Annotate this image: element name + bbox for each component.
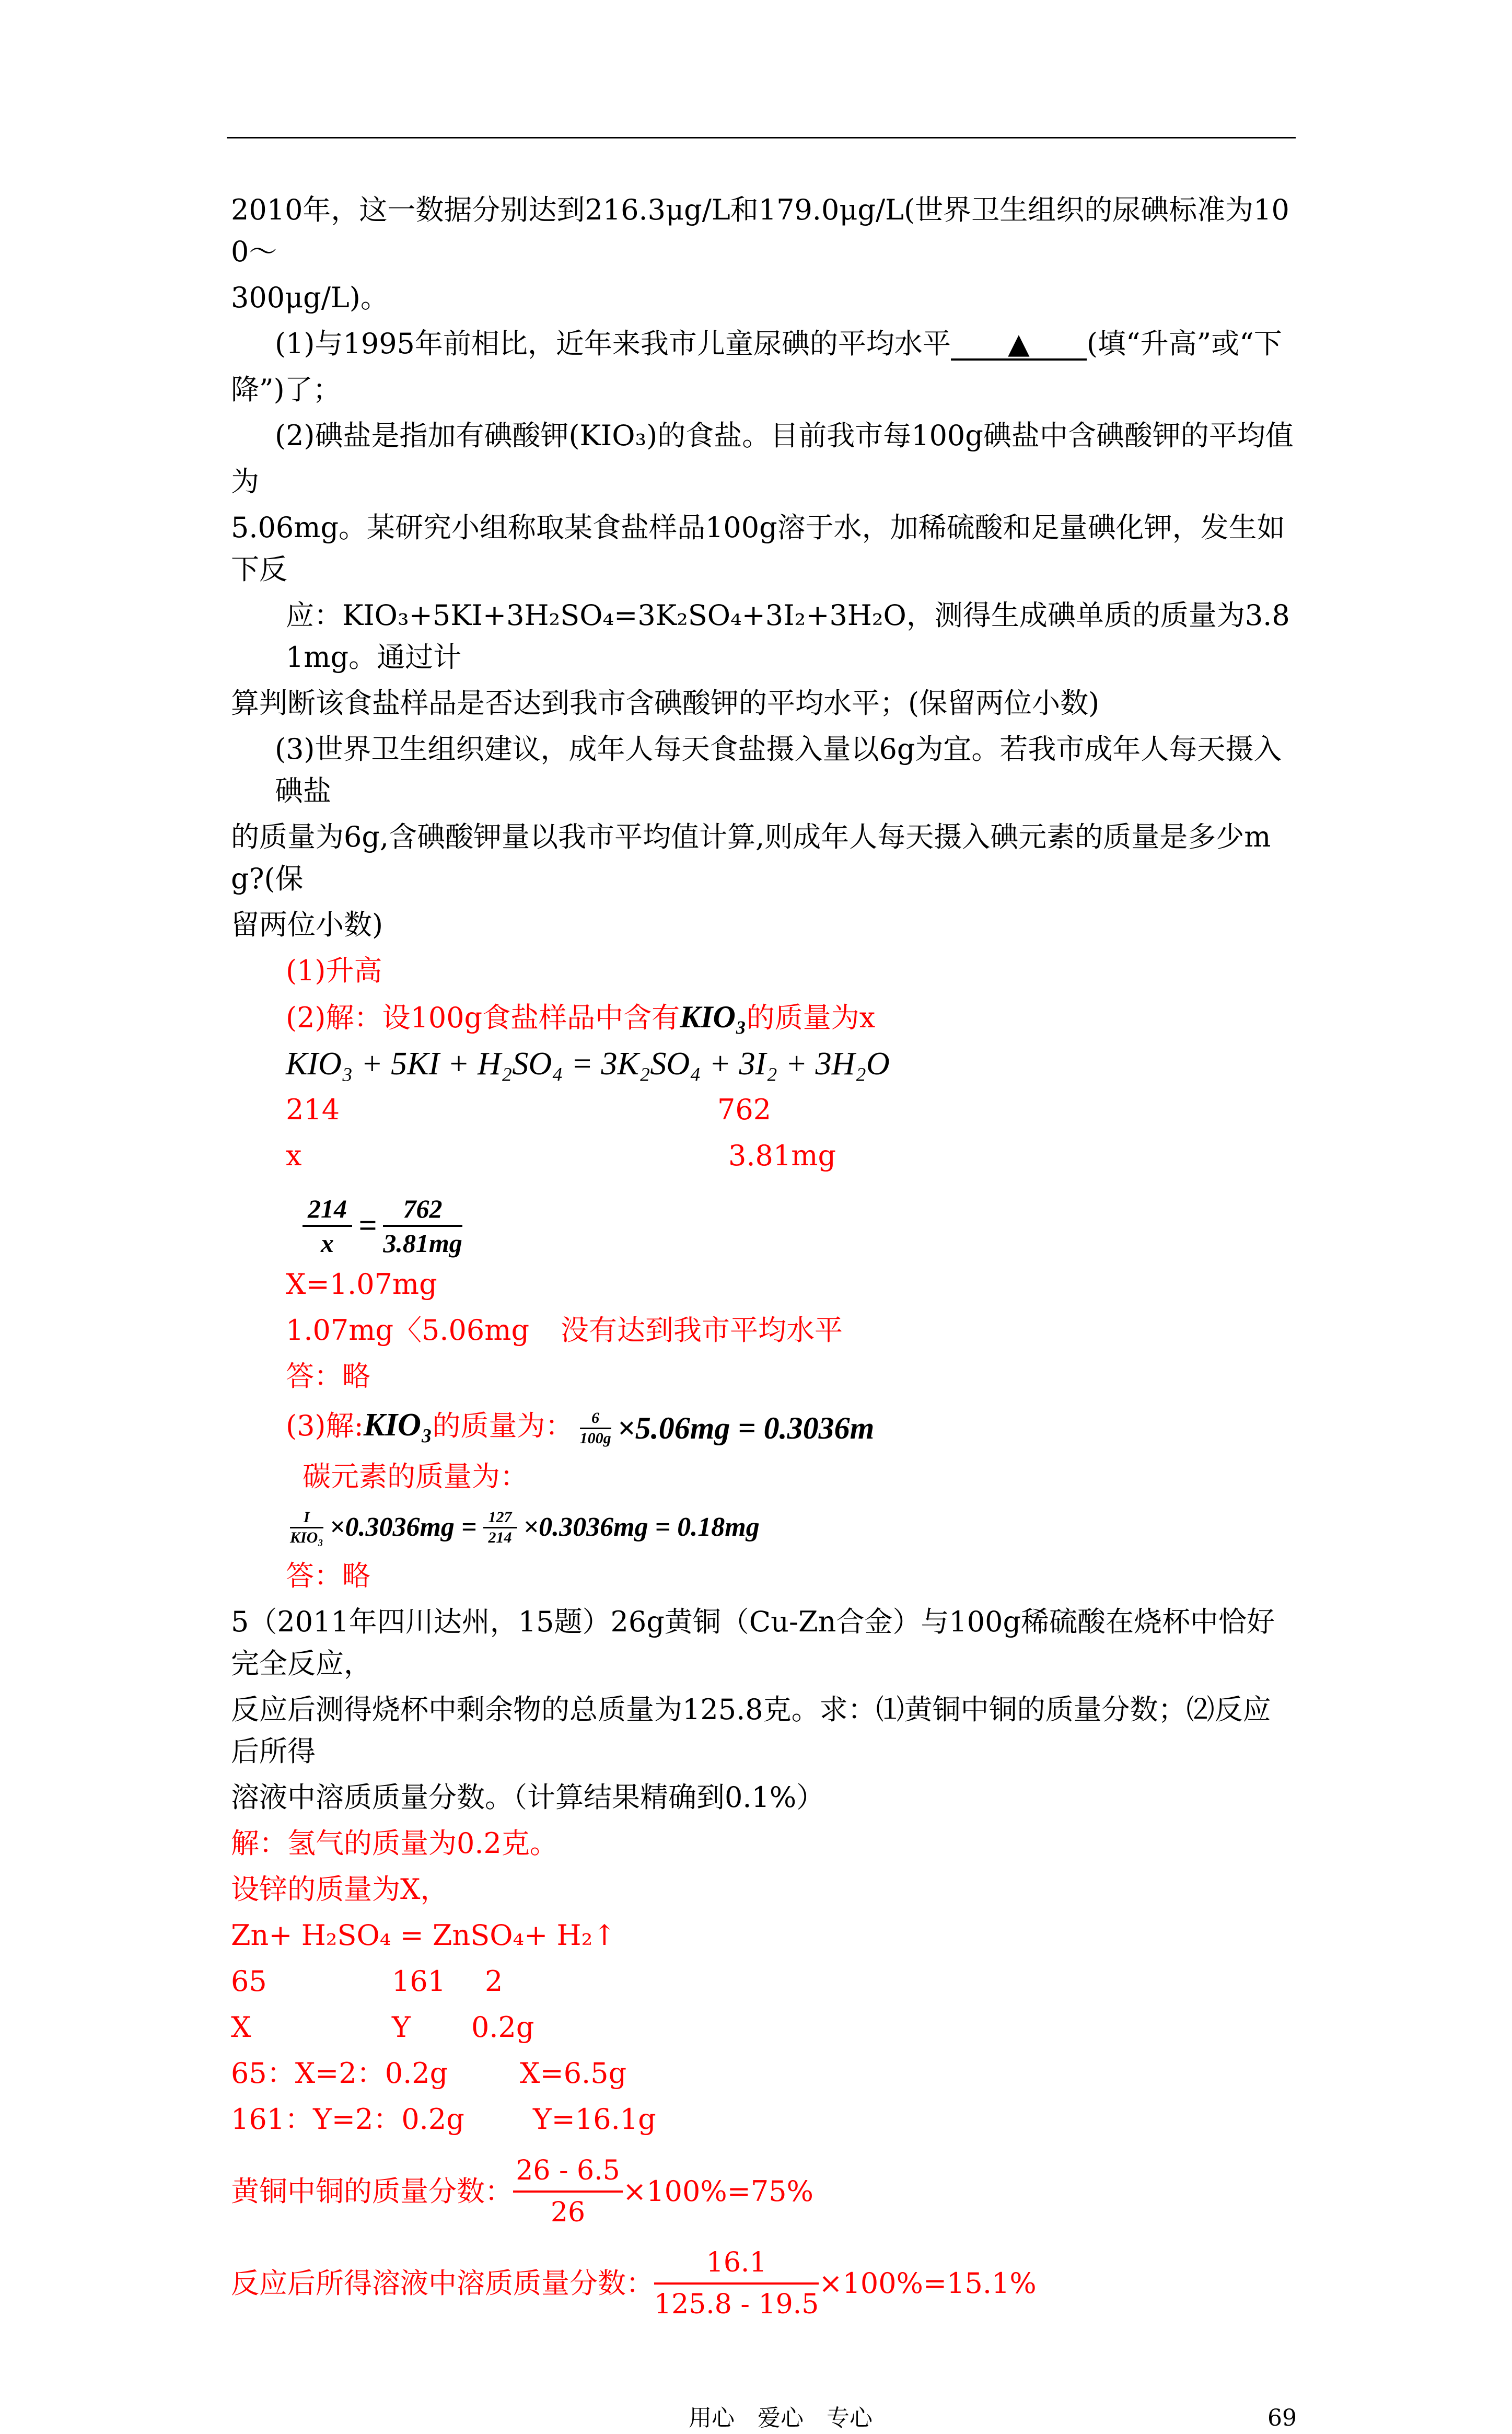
page-number: 69 xyxy=(1267,2405,1297,2432)
solute-fraction-label: 反应后所得溶液中溶质质量分数： xyxy=(231,2267,654,2300)
solution-line: 设锌的质量为X， xyxy=(231,1873,449,1906)
question-3: (3)世界卫生组织建议，成年人每天食盐摄入量以6g为宜。若我市成年人每天摄入碘盐 xyxy=(275,733,1282,807)
formula-kio3: KIO₃ xyxy=(680,1000,747,1034)
copper-fraction-label: 黄铜中铜的质量分数： xyxy=(231,2175,513,2208)
mass-row-h2: 2 xyxy=(485,1965,503,1998)
fraction-denominator: 125.8 - 19.5 xyxy=(654,2289,819,2321)
element-mass-label: 碳元素的质量为： xyxy=(303,1460,528,1493)
answer-note: 答：略 xyxy=(286,1360,370,1393)
x-result: X=1.07mg xyxy=(286,1268,437,1301)
var-row-h2: 0.2g xyxy=(471,2011,534,2044)
var-row xyxy=(231,2007,1297,2048)
conclusion: 没有达到我市平均水平 xyxy=(561,1314,843,1347)
question-1 xyxy=(231,323,1297,365)
fraction-i-over-kio3 xyxy=(290,1508,323,1547)
fraction-denominator: 100g xyxy=(579,1429,611,1447)
formula-kio3: KIO₃ xyxy=(363,1407,433,1443)
problem-5-line: 溶液中溶质质量分数。（计算结果精确到0.1%） xyxy=(231,1781,825,1814)
problem-5-line: 反应后测得烧杯中剩余物的总质量为125.8克。求：⑴黄铜中铜的质量分数；⑵反应后所得 xyxy=(231,1693,1271,1768)
problem-line: 5.06mg。某研究小组称取某食盐样品100g溶于水，加稀硫酸和足量碘化钾，发生如下反 xyxy=(231,511,1285,586)
mass-row-znso4: 161 xyxy=(392,1965,446,1998)
mass-i2: 3.81mg xyxy=(728,1139,836,1172)
fraction-numerator: 214 xyxy=(308,1194,347,1223)
calc-result: ×0.3036mg = 0.18mg xyxy=(523,1512,760,1543)
answer-2-intro xyxy=(231,996,1297,1039)
answer-note: 答：略 xyxy=(286,1559,370,1593)
page-footer xyxy=(231,2403,1297,2434)
molar-mass-i2: 762 xyxy=(717,1093,772,1126)
fraction-denominator: 214 xyxy=(488,1528,512,1546)
problem-line: 留两位小数) xyxy=(231,908,383,941)
solution-line: 解：氢气的质量为0.2克。 xyxy=(231,1827,558,1860)
proportion-equation xyxy=(231,1192,1297,1259)
fraction-6-over-100g xyxy=(580,1409,611,1448)
fraction-numerator: 127 xyxy=(488,1508,512,1526)
unknown-row xyxy=(231,1135,1297,1177)
result-y: Y=16.1g xyxy=(533,2103,656,2136)
fraction-numerator: 6 xyxy=(591,1409,600,1427)
fraction-numerator: 16.1 xyxy=(706,2247,767,2279)
problem-line: 算判断该食盐样品是否达到我市含碘酸钾的平均水平；(保留两位小数) xyxy=(231,687,1100,720)
problem-line: 应：KIO₃+5KI+3H₂SO₄=3K₂SO₄+3I₂+3H₂O，测得生成碘单质的质量为3.81mg。通过计 xyxy=(286,599,1290,674)
proportion-y: 161：Y=2：0.2g xyxy=(231,2103,464,2136)
fraction-denominator: x xyxy=(321,1228,334,1258)
var-row-y: Y xyxy=(392,2011,411,2044)
result-x: X=6.5g xyxy=(520,2057,627,2090)
proportion-x-row xyxy=(231,2053,1297,2094)
question-1-hint: (填“升高”或“下 xyxy=(1086,327,1282,360)
fraction-right xyxy=(383,1192,462,1259)
answer-blank: ▲ xyxy=(951,329,1087,361)
copper-fraction-line xyxy=(231,2151,1297,2232)
answer-1: (1)升高 xyxy=(286,954,382,987)
fraction-numerator: 762 xyxy=(403,1194,443,1223)
solute-fraction xyxy=(654,2243,819,2324)
question-2: (2)碘盐是指加有碘酸钾(KIO₃)的食盐。目前我市每100g碘盐中含碘酸钾的平均值 xyxy=(275,419,1294,452)
fraction-denominator: 26 xyxy=(550,2197,586,2229)
part-3-line xyxy=(231,1401,1297,1452)
fraction-numerator: I xyxy=(304,1508,310,1526)
zinc-equation: Zn+ H₂SO₄ = ZnSO₄+ H₂↑ xyxy=(231,1919,617,1952)
answer-2-text: (2)解：设100g食盐样品中含有 xyxy=(286,1001,680,1034)
iodine-mass-calculation xyxy=(231,1502,1297,1551)
part-3-prefix: (3)解: xyxy=(286,1409,364,1442)
answer-2-text-end: 的质量为x xyxy=(746,1001,876,1034)
header-rule xyxy=(227,137,1296,138)
solute-fraction-line xyxy=(231,2243,1297,2324)
mass-row-zn: 65 xyxy=(231,1965,267,1998)
var-row-x: X xyxy=(231,2011,251,2044)
proportion-y-row xyxy=(231,2099,1297,2140)
problem-5-line: 5（2011年四川达州，15题）26g黄铜（Cu-Zn合金）与100g稀硫酸在烧杯中恰好完全反应， xyxy=(231,1605,1275,1680)
fraction-numerator: 26 - 6.5 xyxy=(516,2155,620,2187)
copper-fraction xyxy=(513,2151,623,2232)
copper-fraction-result: ×100%=75% xyxy=(623,2175,813,2208)
problem-line: 为 xyxy=(231,465,259,498)
molar-mass-kio3: 214 xyxy=(286,1093,340,1126)
calc-middle: ×0.3036mg = xyxy=(329,1512,477,1543)
part-3-label: 的质量为： xyxy=(432,1409,574,1442)
fraction-left xyxy=(303,1192,352,1259)
page-body xyxy=(231,189,1297,2434)
solute-fraction-result: ×100%=15.1% xyxy=(819,2267,1037,2300)
proportion-x: 65：X=2：0.2g xyxy=(231,2057,448,2090)
problem-line: 降”)了； xyxy=(231,373,341,406)
part-3-result: ×5.06mg = 0.3036m xyxy=(617,1411,875,1445)
comparison-values: 1.07mg〈5.06mg xyxy=(286,1314,530,1347)
question-1-text: (1)与1995年前相比，近年来我市儿童尿碘的平均水平 xyxy=(275,327,951,360)
unknown-x: x xyxy=(286,1139,302,1172)
fraction-denominator: KIO₃ xyxy=(290,1528,323,1546)
problem-line: 300μg/L)。 xyxy=(231,281,389,314)
problem-line: 2010年，这一数据分别达到216.3μg/L和179.0μg/L(世界卫生组织的尿碘标准为100～ xyxy=(231,193,1289,268)
mass-row xyxy=(231,1961,1297,2002)
equals-sign: = xyxy=(358,1208,377,1244)
fraction-127-over-214 xyxy=(483,1508,517,1547)
reaction-equation: KIO₃ + 5KI + H₂SO₄ = 3K₂SO₄ + 3I₂ + 3H₂O xyxy=(286,1046,890,1082)
comparison xyxy=(231,1309,1297,1351)
problem-line: 的质量为6g,含碘酸钾量以我市平均值计算,则成年人每天摄入碘元素的质量是多少mg?(保 xyxy=(231,820,1271,895)
molar-mass-row xyxy=(231,1089,1297,1131)
fraction-denominator: 3.81mg xyxy=(383,1228,462,1258)
footer-motto: 用心 爱心 专心 xyxy=(689,2405,873,2432)
